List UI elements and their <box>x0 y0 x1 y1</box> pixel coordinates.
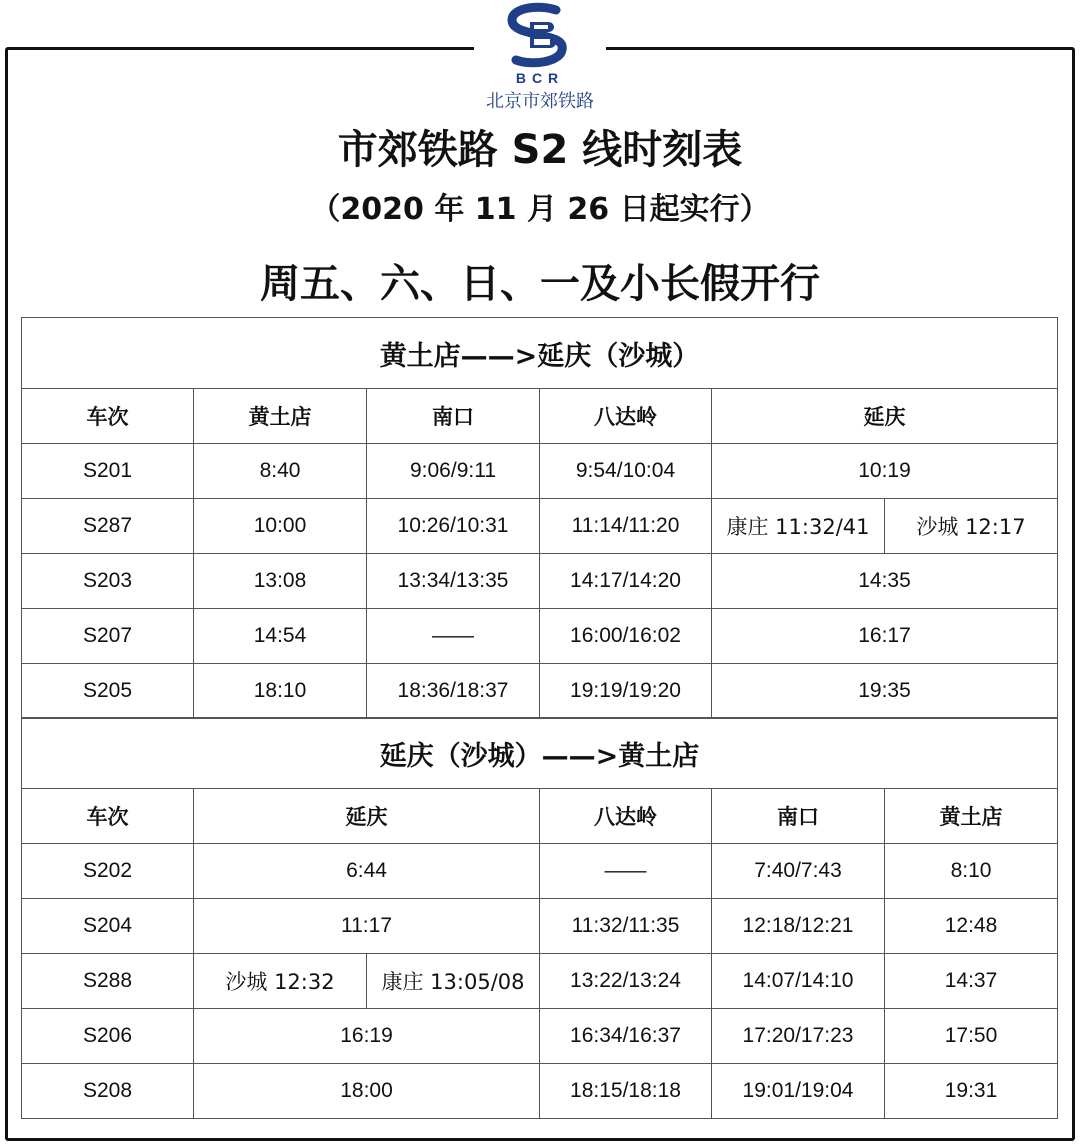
service-days-heading: 周五、六、日、一及小长假开行 <box>260 261 820 307</box>
time-cell: 10:26/10:31 <box>367 499 540 554</box>
column-header: 八达岭 <box>540 789 712 844</box>
time-cell: 13:22/13:24 <box>540 954 712 1009</box>
column-header: 南口 <box>712 789 885 844</box>
train-number: S207 <box>22 609 194 664</box>
time-cell: 6:44 <box>194 844 540 899</box>
time-cell: 16:19 <box>194 1009 540 1064</box>
train-number: S202 <box>22 844 194 899</box>
outbound-caption: 黄土店——>延庆（沙城） <box>22 318 1058 389</box>
column-header: 车次 <box>22 789 194 844</box>
table-row <box>22 954 1058 1009</box>
table-row <box>22 844 1058 899</box>
table-row <box>22 444 1058 499</box>
column-header: 南口 <box>367 389 540 444</box>
time-cell: 14:07/14:10 <box>712 954 885 1009</box>
time-cell: 9:06/9:11 <box>367 444 540 499</box>
time-cell: 沙城 12:32 <box>194 954 367 1009</box>
effective-date: （2020 年 11 月 26 日起实行） <box>310 192 770 227</box>
table-row <box>22 664 1058 719</box>
time-cell: 14:17/14:20 <box>540 554 712 609</box>
train-number: S204 <box>22 899 194 954</box>
time-cell: 14:54 <box>194 609 367 664</box>
time-cell: 16:34/16:37 <box>540 1009 712 1064</box>
table-row <box>22 609 1058 664</box>
time-cell: 19:35 <box>712 664 1058 719</box>
time-cell: 11:14/11:20 <box>540 499 712 554</box>
page-title: 市郊铁路 S2 线时刻表 <box>337 127 743 173</box>
train-number: S208 <box>22 1064 194 1119</box>
outbound-header-row <box>22 389 1058 444</box>
column-header: 延庆 <box>712 389 1058 444</box>
time-cell: —— <box>540 844 712 899</box>
time-cell: 康庄 11:32/41 <box>712 499 885 554</box>
time-cell: 13:34/13:35 <box>367 554 540 609</box>
logo-abbreviation: BCR <box>515 70 565 86</box>
inbound-header-row <box>22 789 1058 844</box>
column-header: 车次 <box>22 389 194 444</box>
time-cell: 康庄 13:05/08 <box>367 954 540 1009</box>
table-row <box>22 1009 1058 1064</box>
column-header: 延庆 <box>194 789 540 844</box>
logo-name: 北京市郊铁路 <box>486 91 594 112</box>
time-cell: 11:32/11:35 <box>540 899 712 954</box>
time-cell: 8:40 <box>194 444 367 499</box>
column-header: 八达岭 <box>540 389 712 444</box>
train-number: S203 <box>22 554 194 609</box>
time-cell: —— <box>367 609 540 664</box>
time-cell: 12:48 <box>885 899 1058 954</box>
time-cell: 10:19 <box>712 444 1058 499</box>
time-cell: 14:35 <box>712 554 1058 609</box>
time-cell: 18:10 <box>194 664 367 719</box>
time-cell: 17:20/17:23 <box>712 1009 885 1064</box>
time-cell: 沙城 12:17 <box>885 499 1058 554</box>
time-cell: 8:10 <box>885 844 1058 899</box>
time-cell: 13:08 <box>194 554 367 609</box>
outbound-timetable <box>21 317 1058 719</box>
time-cell: 7:40/7:43 <box>712 844 885 899</box>
column-header: 黄土店 <box>194 389 367 444</box>
train-number: S201 <box>22 444 194 499</box>
time-cell: 16:17 <box>712 609 1058 664</box>
train-number: S287 <box>22 499 194 554</box>
time-cell: 19:19/19:20 <box>540 664 712 719</box>
train-number: S206 <box>22 1009 194 1064</box>
time-cell: 9:54/10:04 <box>540 444 712 499</box>
table-row <box>22 499 1058 554</box>
time-cell: 17:50 <box>885 1009 1058 1064</box>
time-cell: 19:01/19:04 <box>712 1064 885 1119</box>
time-cell: 19:31 <box>885 1064 1058 1119</box>
column-header: 黄土店 <box>885 789 1058 844</box>
time-cell: 16:00/16:02 <box>540 609 712 664</box>
table-row <box>22 899 1058 954</box>
time-cell: 10:00 <box>194 499 367 554</box>
table-row <box>22 1064 1058 1119</box>
inbound-timetable <box>21 717 1058 1119</box>
time-cell: 12:18/12:21 <box>712 899 885 954</box>
train-number: S205 <box>22 664 194 719</box>
time-cell: 18:36/18:37 <box>367 664 540 719</box>
time-cell: 11:17 <box>194 899 540 954</box>
train-number: S288 <box>22 954 194 1009</box>
time-cell: 18:00 <box>194 1064 540 1119</box>
time-cell: 18:15/18:18 <box>540 1064 712 1119</box>
inbound-caption: 延庆（沙城）——>黄土店 <box>22 718 1058 789</box>
table-row <box>22 554 1058 609</box>
bcr-logo-icon <box>498 2 582 74</box>
time-cell: 14:37 <box>885 954 1058 1009</box>
